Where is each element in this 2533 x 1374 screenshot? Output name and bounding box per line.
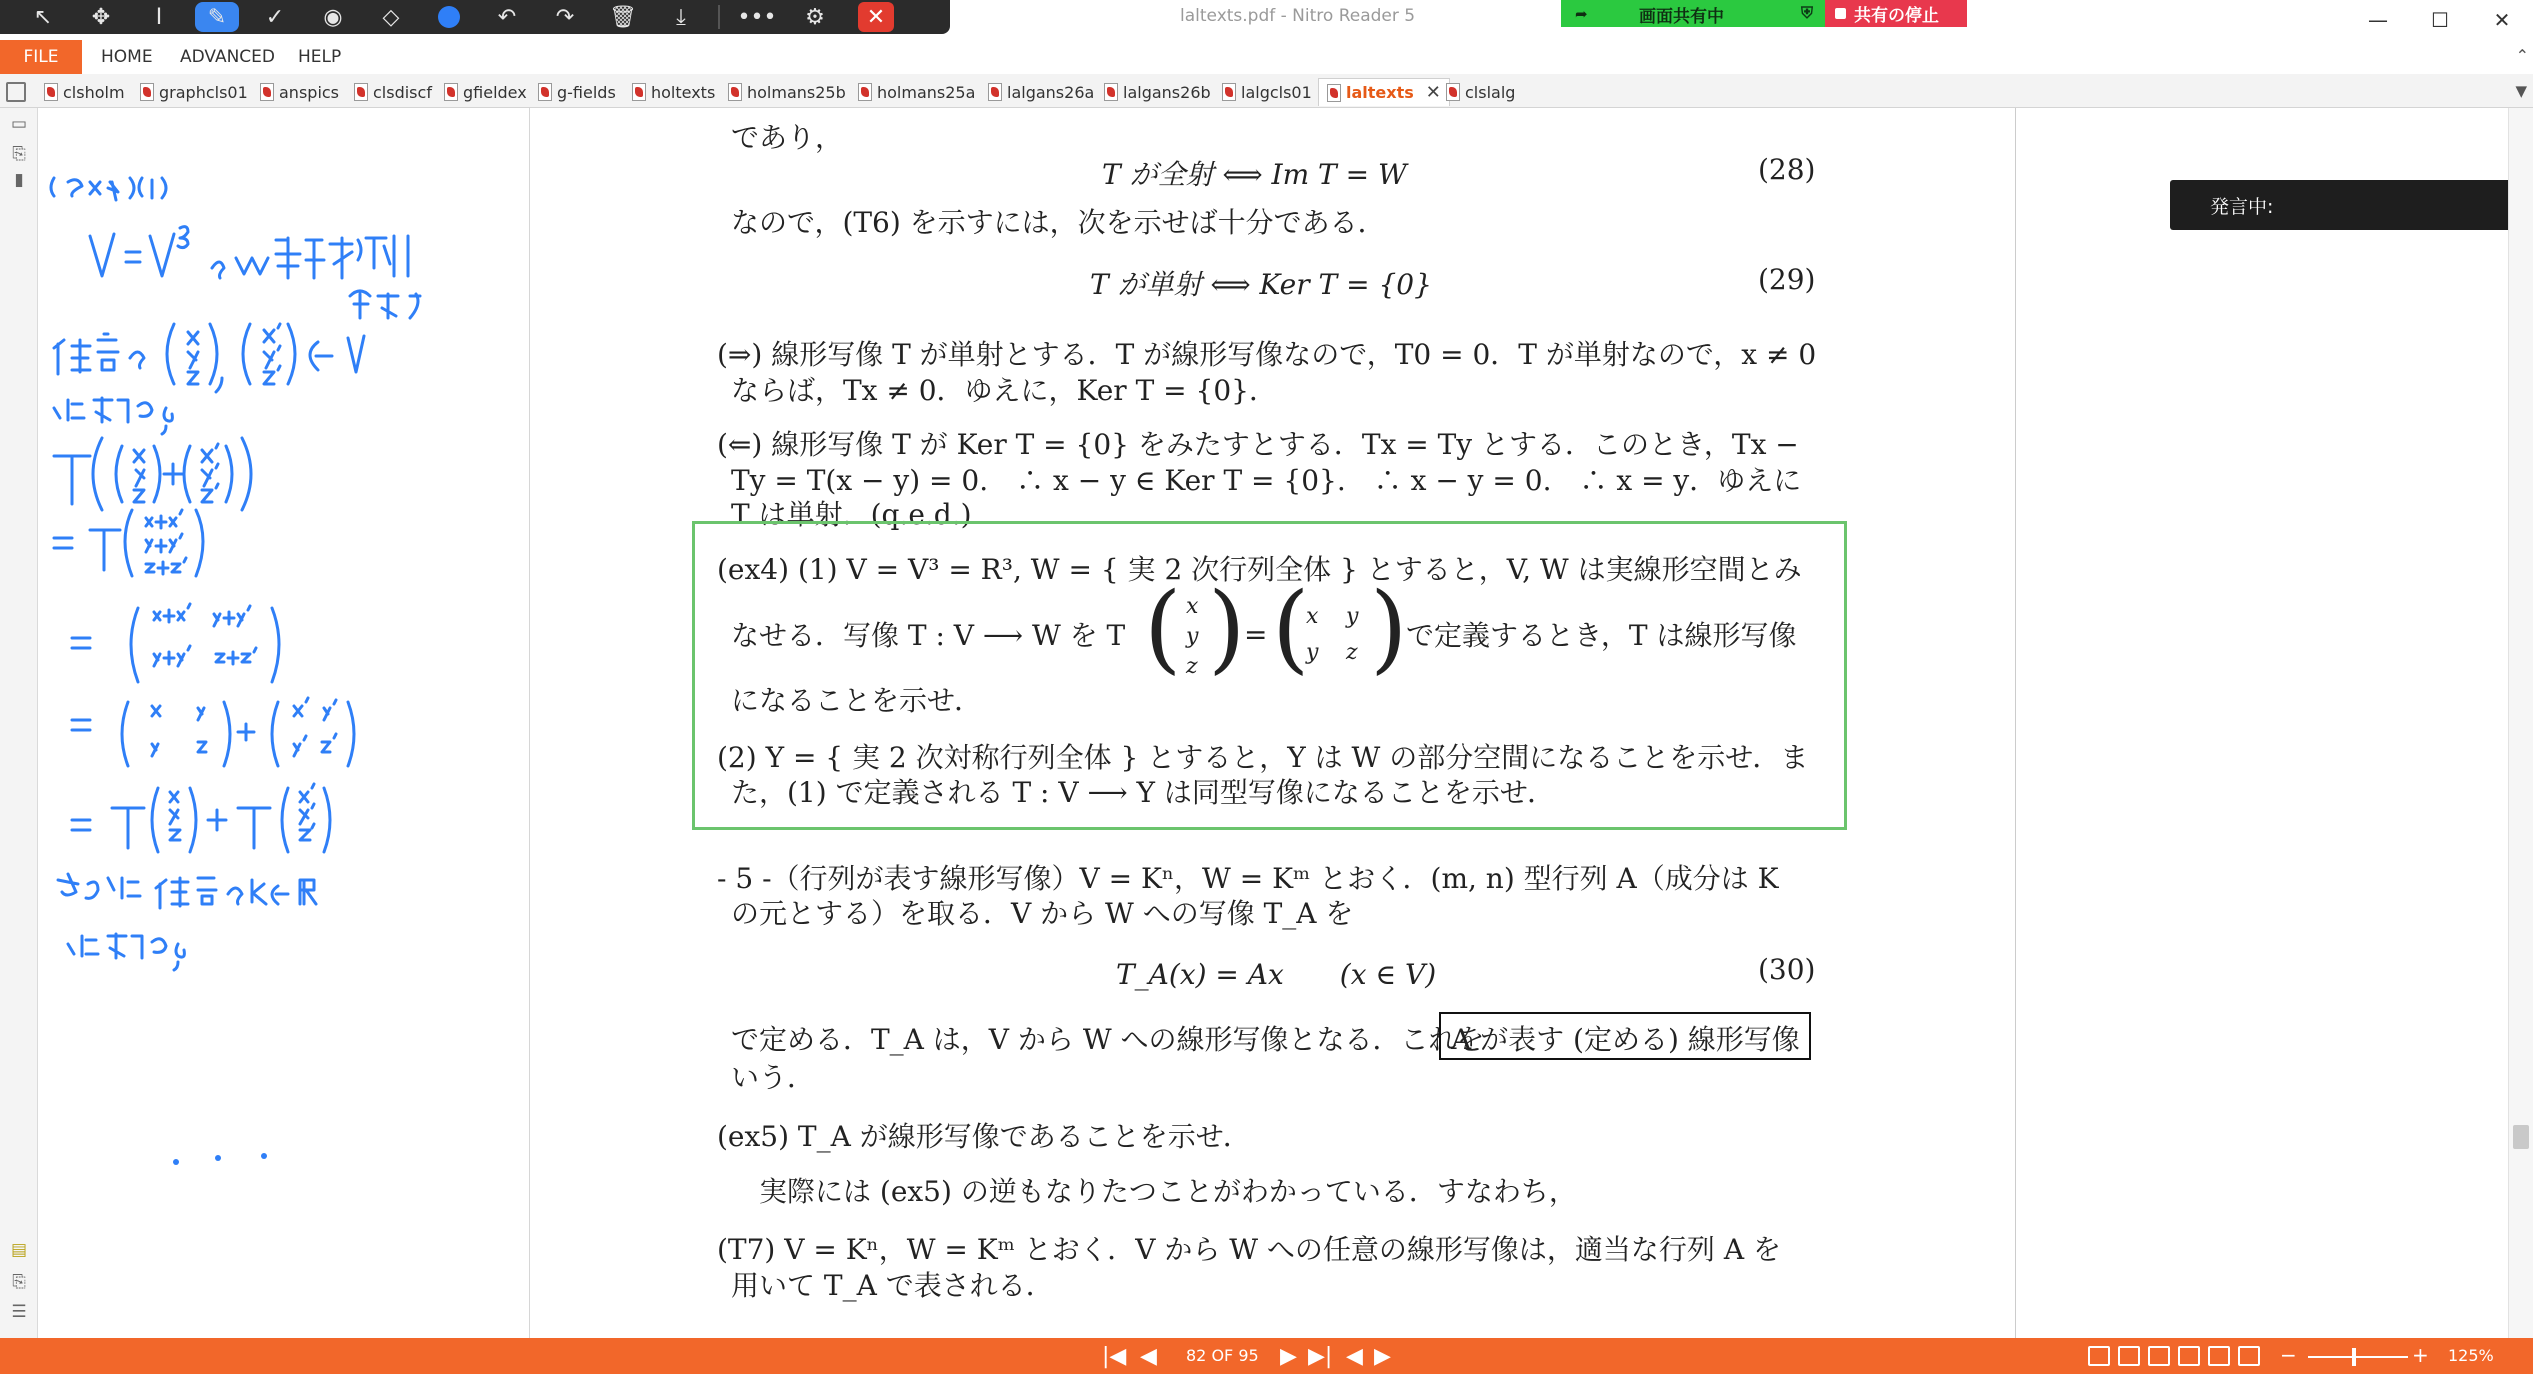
pdf-file-icon — [1327, 84, 1341, 102]
pdf-file-icon — [444, 83, 458, 101]
vertical-scrollbar[interactable] — [2508, 108, 2533, 1338]
doc-line: - 5 -（行列が表す線形写像）V = Kⁿ，W = Kᵐ とおく．(m, n) 型行列 A（成分は K — [717, 862, 1779, 895]
download-icon[interactable]: ⤓ — [676, 4, 686, 30]
doc-line: (2) Y = { 実 2 次対称行列全体 } とすると，Y は W の部分空間になることを示せ．ま — [717, 741, 1809, 774]
tab-g-fields[interactable]: g-fields — [538, 78, 616, 106]
doc-line: なので，(T6) を示すには，次を示せば十分である． — [731, 206, 1386, 239]
comment-icon[interactable]: ▤ — [10, 1240, 28, 1260]
select-arrow-icon[interactable]: ↖ — [33, 4, 53, 30]
zoom-in-icon[interactable]: + — [2412, 1343, 2429, 1367]
check-icon[interactable]: ✓ — [265, 4, 285, 30]
tab-clsholm[interactable]: clsholm — [44, 78, 125, 106]
tab-lalgans26a[interactable]: lalgans26a — [988, 78, 1094, 106]
back-view-icon[interactable]: ◀ — [1346, 1343, 1363, 1369]
maximize-button[interactable]: ☐ — [2431, 8, 2449, 32]
pen-icon[interactable]: ✎ — [195, 2, 239, 32]
facing-view-icon[interactable] — [2148, 1346, 2170, 1366]
tab-list-icon[interactable] — [6, 82, 26, 102]
pdf-file-icon — [260, 83, 274, 101]
doc-line: (ex4) (1) V = V³ = R³, W = { 実 2 次行列全体 } とすると，V, W は実線形空間とみ — [717, 553, 1802, 586]
status-bar — [0, 1338, 2533, 1374]
menu-file[interactable]: FILE — [0, 40, 82, 74]
previous-page-icon[interactable]: ◀ — [1140, 1343, 1157, 1369]
page-indicator[interactable]: 82 OF 95 — [1186, 1346, 1259, 1365]
vector-right-paren: ) — [1208, 572, 1246, 684]
equation-28: T が全射 ⟺ Im T = W — [1102, 158, 1407, 191]
next-page-icon[interactable]: ▶ — [1280, 1343, 1297, 1369]
properties-icon[interactable]: ☰ — [11, 1302, 27, 1322]
forward-view-icon[interactable]: ▶ — [1374, 1343, 1391, 1369]
pdf-file-icon — [1446, 83, 1460, 101]
doc-line: ならば，Tx ≠ 0．ゆえに，Ker T = {0}． — [731, 374, 1277, 407]
doc-line: 用いて T_A で表される． — [731, 1269, 1054, 1302]
facing-continuous-view-icon[interactable] — [2178, 1346, 2200, 1366]
menu-home[interactable]: HOME — [101, 47, 153, 67]
tab-lalgans26b[interactable]: lalgans26b — [1104, 78, 1211, 106]
tab-gfieldex[interactable]: gfieldex — [444, 78, 527, 106]
doc-line: の元とする）を取る．V から W への写像 T_A を — [731, 897, 1354, 930]
continuous-view-icon[interactable] — [2118, 1346, 2140, 1366]
doc-line: (⇐) 線形写像 T が Ker T = {0} をみたすとする．Tx = Ty とする．このとき，Tx − — [717, 428, 1799, 461]
equation-number: (29) — [1758, 263, 1816, 296]
shield-icon: ⛨ — [1800, 3, 1813, 22]
matrix-entry: y — [1306, 640, 1319, 665]
tab-holtexts[interactable]: holtexts — [632, 78, 715, 106]
text-cursor-icon[interactable]: I — [155, 4, 163, 30]
undo-icon[interactable]: ↶ — [497, 4, 517, 30]
pdf-file-icon — [354, 83, 368, 101]
signature-icon[interactable]: ⎘ — [12, 1272, 26, 1292]
tab-clslalg[interactable]: clslalg — [1446, 78, 1515, 106]
zoom-level[interactable]: 125% — [2448, 1346, 2494, 1365]
doc-line: いう． — [731, 1061, 816, 1094]
pdf-file-icon — [988, 83, 1002, 101]
zoom-slider[interactable] — [2308, 1356, 2408, 1358]
doc-line: た，(1) で定義される T : V ⟶ Y は同型写像になることを示せ． — [731, 776, 1556, 809]
left-rail — [0, 108, 38, 1338]
pages-panel-icon[interactable]: ▭ — [10, 114, 28, 134]
matrix-entry: x — [1306, 604, 1319, 629]
doc-line: になることを示せ． — [731, 684, 983, 717]
definition-term: A が表す (定める) 線形写像 — [1451, 1023, 1800, 1056]
tab-holmans25b[interactable]: holmans25b — [728, 78, 846, 106]
tab-clsdiscf[interactable]: clsdiscf — [354, 78, 432, 106]
fullscreen-icon[interactable] — [2238, 1346, 2260, 1366]
vector-entry: x — [1186, 594, 1199, 619]
window-controls — [2347, 0, 2533, 40]
close-button[interactable]: ✕ — [2493, 8, 2511, 32]
handwriting-strokes — [38, 108, 530, 1338]
matrix-entry: z — [1346, 640, 1358, 665]
vector-entry: z — [1186, 654, 1198, 679]
equation-30: T_A(x) = Ax (x ∈ V) — [1116, 958, 1437, 991]
toolbar-divider — [718, 5, 720, 29]
pdf-file-icon — [632, 83, 646, 101]
annotation-toolbar — [0, 0, 950, 34]
stop-sharing-label: 共有の停止 — [1854, 6, 1939, 26]
doc-line: で定義するとき，T は線形写像 — [1406, 619, 1797, 652]
minimize-button[interactable]: — — [2368, 8, 2388, 32]
chevron-down-icon[interactable]: ▼ — [2515, 82, 2527, 100]
redo-icon[interactable]: ↷ — [555, 4, 575, 30]
doc-line: T は単射．(q.e.d.) — [731, 498, 972, 531]
zoom-out-icon[interactable]: − — [2280, 1343, 2297, 1367]
doc-line: (T7) V = Kⁿ，W = Kᵐ とおく．V から W への任意の線形写像は，適当な行列 A を — [717, 1233, 1781, 1266]
window-title: laltexts.pdf - Nitro Reader 5 — [1180, 6, 1416, 26]
stop-sharing-button[interactable] — [1825, 0, 1967, 27]
share-arrow-icon: ➦ — [1575, 4, 1588, 23]
pdf-file-icon — [538, 83, 552, 101]
doc-line: (⇒) 線形写像 T が単射とする．T が線形写像なので，T0 = 0．T が単射なので，x ≠ 0 — [717, 338, 1817, 371]
move-icon[interactable]: ✥ — [91, 4, 111, 30]
page-edge — [2015, 108, 2016, 1338]
scroll-thumb[interactable] — [2513, 1125, 2529, 1149]
doc-line: Ty = T(x − y) = 0. ∴ x − y ∈ Ker T = {0}. ∴ x − y = 0. ∴ x = y．ゆえに — [731, 464, 1802, 497]
matrix-right-paren: ) — [1370, 572, 1408, 684]
pdf-file-icon — [140, 83, 154, 101]
more-icon[interactable]: ••• — [737, 4, 777, 30]
first-page-icon[interactable]: |◀ — [1102, 1343, 1127, 1369]
single-page-view-icon[interactable] — [2088, 1346, 2110, 1366]
zoom-slider-thumb[interactable] — [2352, 1348, 2356, 1366]
tab-graphcls01[interactable]: graphcls01 — [140, 78, 248, 106]
vector-left-paren: ( — [1144, 572, 1182, 684]
bookmark-icon[interactable]: ▮ — [14, 170, 24, 190]
pdf-file-icon — [728, 83, 742, 101]
pdf-file-icon — [1104, 83, 1118, 101]
pdf-file-icon — [44, 83, 58, 101]
fit-width-icon[interactable] — [2208, 1346, 2230, 1366]
equation-number: (30) — [1758, 953, 1816, 986]
close-toolbar-icon[interactable]: ✕ — [858, 2, 894, 32]
doc-line: (ex5) T_A が線形写像であることを示せ． — [717, 1120, 1251, 1153]
tab-anspics[interactable]: anspics — [260, 78, 339, 106]
equation-29: T が単射 ⟺ Ker T = {0} — [1090, 268, 1432, 301]
menu-help[interactable]: HELP — [298, 47, 342, 67]
speaking-indicator: 発言中: — [2170, 180, 2512, 230]
color-picker-icon[interactable] — [420, 0, 478, 34]
tab-holmans25a[interactable]: holmans25a — [858, 78, 975, 106]
document-tabs — [0, 74, 2533, 108]
doc-line: で定める．T_A は，V から W への線形写像となる．これを — [731, 1023, 1485, 1056]
matrix-left-paren: ( — [1272, 572, 1310, 684]
stamp-icon[interactable]: ◉ — [323, 4, 343, 30]
equals-sign: = — [1244, 618, 1268, 651]
pdf-file-icon — [858, 83, 872, 101]
menu-advanced[interactable]: ADVANCED — [180, 47, 276, 67]
eraser-icon[interactable]: ◇ — [382, 4, 400, 30]
doc-line: であり， — [731, 121, 844, 154]
vector-entry: y — [1186, 624, 1199, 649]
doc-line: 実際には (ex5) の逆もなりたつことがわかっている．すなわち， — [759, 1175, 1577, 1208]
user-settings-icon[interactable]: ⚙ — [805, 4, 825, 30]
equation-number: (28) — [1758, 153, 1816, 186]
last-page-icon[interactable]: ▶| — [1308, 1343, 1333, 1369]
tab-lalgcls01[interactable]: lalgcls01 — [1222, 78, 1312, 106]
tab-laltexts[interactable]: laltexts ✕ — [1318, 78, 1450, 106]
handwriting-panel[interactable] — [38, 108, 530, 1338]
share-status-label: 画面共有中 — [1639, 7, 1724, 27]
doc-line: なせる．写像 T : V ⟶ W を T — [731, 619, 1126, 652]
matrix-entry: y — [1346, 604, 1359, 629]
pdf-file-icon — [1222, 83, 1236, 101]
stop-icon — [1835, 8, 1846, 19]
delete-icon[interactable]: 🗑 — [609, 4, 637, 30]
screen-share-banner — [1561, 0, 1967, 27]
chevron-up-icon[interactable]: ⌃ — [2515, 46, 2529, 65]
share-status — [1561, 0, 1825, 27]
close-tab-icon[interactable]: ✕ — [1425, 82, 1441, 103]
attachments-icon[interactable]: ⎘ — [12, 144, 26, 164]
menu-bar — [0, 40, 2533, 74]
